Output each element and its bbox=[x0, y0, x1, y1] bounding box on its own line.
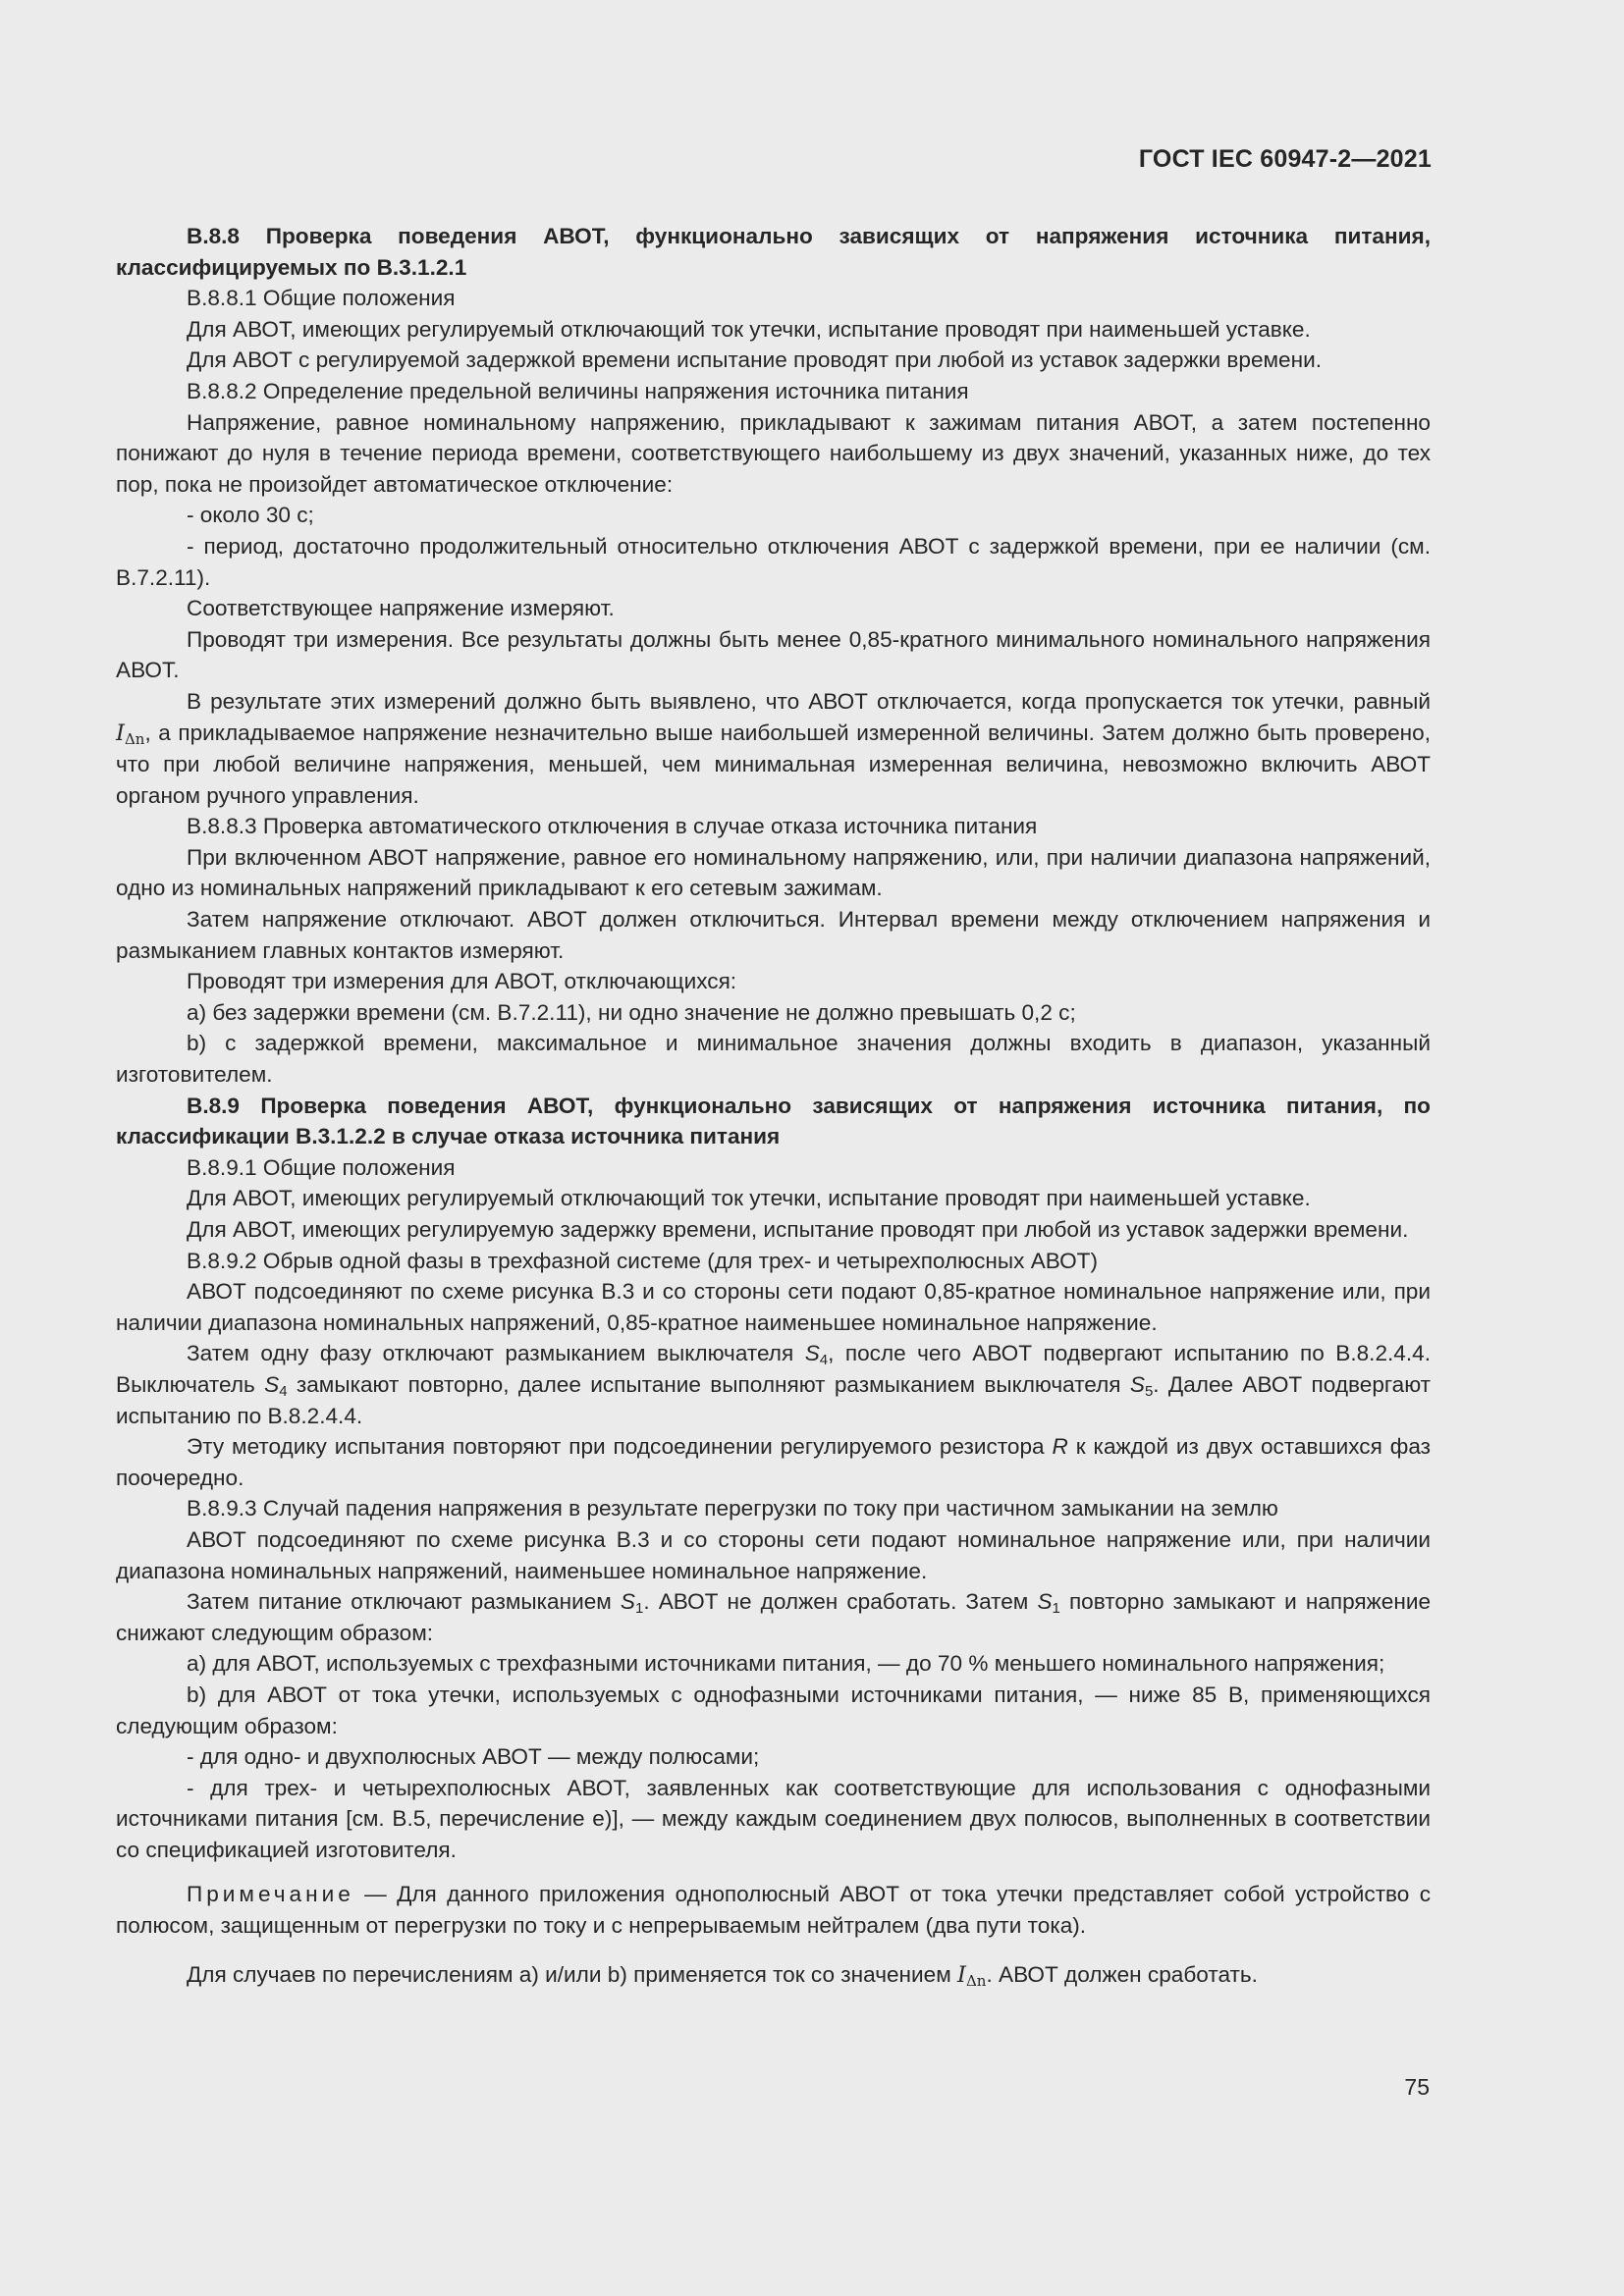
list-item: b) с задержкой времени, максимальное и минимальное значения должны входить в диапазон, указанный изготовителем. bbox=[116, 1031, 1431, 1088]
symbol-letter: S bbox=[1129, 1371, 1145, 1397]
subsection-heading: В.8.9.1 Общие положения bbox=[187, 1154, 456, 1180]
paragraph: Напряжение, равное номинальному напряжению, прикладывают к зажимам питания АВОТ, а затем постепенно понижают до нуля в течение периода времени, соответствующего наибольшему из двух значений, указанных ниже, до тех пор, пока не произойдет автоматическое отключение: bbox=[116, 409, 1431, 497]
text-run: замыкают повторно, далее испытание выполняют размыканием выключателя bbox=[287, 1371, 1130, 1397]
subsection-heading: В.8.9.3 Случай падения напряжения в результате перегрузки по току при частичном замыкании на землю bbox=[187, 1496, 1278, 1522]
paragraph: АВОТ подсоединяют по схеме рисунка В.3 и со стороны сети подают номинальное напряжение или, при наличии диапазона номинальных напряжений, наименьшее номинальное напряжение. bbox=[116, 1526, 1431, 1583]
main-text bbox=[116, 221, 1431, 1991]
symbol-letter: S bbox=[620, 1589, 635, 1615]
section-heading-b89: В.8.9 Проверка поведения АВОТ, функционально зависящих от напряжения источника питания, по классификации В.3.1.2.2 в случае отказа источника питания bbox=[116, 1093, 1431, 1149]
symbol-s1 bbox=[1037, 1589, 1060, 1618]
text-run: Затем одну фазу отключают размыканием выключателя bbox=[187, 1341, 805, 1366]
list-item: - около 30 с; bbox=[187, 503, 314, 528]
paragraph: Проводят три измерения для АВОТ, отключающихся: bbox=[187, 969, 737, 994]
subsection-heading: В.8.8.3 Проверка автоматического отключения в случае отказа источника питания bbox=[187, 814, 1038, 839]
note-label: Примечание bbox=[187, 1882, 354, 1907]
symbol-s5 bbox=[1129, 1371, 1154, 1400]
text-run: Эту методику испытания повторяют при подсоединении регулируемого резистора bbox=[187, 1434, 1053, 1460]
symbol-subscript: 1 bbox=[1052, 1600, 1060, 1618]
symbol-letter: I bbox=[957, 1961, 966, 1988]
list-item: - для одно- и двухполюсных АВОТ — между полюсами; bbox=[187, 1744, 760, 1770]
standard-header: ГОСТ IEC 60947-2—2021 bbox=[1138, 145, 1432, 173]
text-run: повторно замыкают и напряжение снижают следующим образом: bbox=[116, 1589, 1432, 1645]
paragraph bbox=[116, 1586, 1431, 1648]
symbol-i bbox=[957, 1962, 986, 1988]
subsection-heading: В.8.9.2 Обрыв одной фазы в трехфазной системе (для трех- и четырехполюсных АВОТ) bbox=[187, 1248, 1098, 1273]
text-run: , а прикладываемое напряжение незначительно выше наибольшей измеренной величины. Затем должно быть проверено, что при любой величине напряжения, меньшей, чем минимальная измеренная величина, невозможно включить АВОТ органом ручного управления. bbox=[116, 720, 1431, 808]
list-item: a) для АВОТ, используемых с трехфазными источниками питания, — до 70 % меньшего номинального напряжения; bbox=[187, 1651, 1385, 1677]
text-run: , после чего АВОТ подвергают испытанию по В.8.2.4.4. Выключатель bbox=[116, 1341, 1431, 1397]
text-run: к каждой из двух оставшихся фаз поочередно. bbox=[116, 1434, 1431, 1490]
symbol-letter: S bbox=[804, 1341, 820, 1366]
text-run: В результате этих измерений должно быть выявлено, что АВОТ отключается, когда пропускается ток утечки, равный bbox=[187, 688, 1431, 714]
list-item: - период, достаточно продолжительный относительно отключения АВОТ с задержкой времени, при ее наличии (см. В.7.2.11). bbox=[116, 533, 1431, 590]
paragraph bbox=[116, 1431, 1431, 1493]
paragraph: Соответствующее напряжение измеряют. bbox=[187, 596, 615, 621]
text-run: . АВОТ не должен сработать. Затем bbox=[643, 1589, 1038, 1615]
text-run: . АВОТ должен сработать. bbox=[986, 1961, 1258, 1987]
paragraph: Для АВОТ, имеющих регулируемую задержку времени, испытание проводят при любой из уставок задержки времени. bbox=[187, 1217, 1409, 1242]
symbol-subscript: 1 bbox=[634, 1600, 644, 1618]
symbol-subscript: Δn bbox=[965, 1971, 987, 1990]
note-text: — Для данного приложения однополюсный АВОТ от тока утечки представляет собой устройство с полюсом, защищенным от перегрузки по току и с непрерываемым нейтралем (два пути тока). bbox=[116, 1882, 1431, 1939]
subsection-heading: В.8.8.1 Общие положения bbox=[187, 286, 456, 311]
paragraph: При включенном АВОТ напряжение, равное его номинальному напряжению, или, при наличии диапазона напряжений, одно из номинальных напряжений прикладывают к его сетевым зажимам. bbox=[116, 844, 1431, 901]
paragraph: Для АВОТ, имеющих регулируемый отключающий ток утечки, испытание проводят при наименьшей уставке. bbox=[187, 1186, 1311, 1211]
paragraph: Проводят три измерения. Все результаты должны быть менее 0,85-кратного минимального номинального напряжения АВОТ. bbox=[116, 626, 1431, 683]
paragraph: Затем напряжение отключают. АВОТ должен отключиться. Интервал времени между отключением напряжения и размыканием главных контактов измеряют. bbox=[116, 907, 1431, 963]
list-item: - для трех- и четырехполюсных АВОТ, заявленных как соответствующие для использования с однофазными источниками питания [см. В.5, перечисление e)], — между каждым соединением двух полюсов, выполненных в соответствии со спецификацией изготовителя. bbox=[116, 1775, 1431, 1862]
symbol-s4 bbox=[264, 1371, 288, 1400]
section-heading-b88: В.8.8 Проверка поведения АВОТ, функционально зависящих от напряжения источника питания, классифицируемых по В.3.1.2.1 bbox=[116, 224, 1431, 280]
text-run: . Далее АВОТ подвергают испытанию по В.8.2.4.4. bbox=[116, 1371, 1431, 1428]
paragraph bbox=[116, 1338, 1431, 1431]
symbol-r: R bbox=[1052, 1434, 1068, 1460]
paragraph: Для АВОТ, имеющих регулируемый отключающий ток утечки, испытание проводят при наименьшей уставке. bbox=[187, 316, 1311, 342]
symbol-subscript: 4 bbox=[819, 1352, 829, 1369]
symbol-letter: S bbox=[264, 1371, 280, 1397]
text-run: Затем питание отключают размыканием bbox=[187, 1589, 621, 1615]
list-item: b) для АВОТ от тока утечки, используемых с однофазными источниками питания, — ниже 85 В, применяющихся следующим образом: bbox=[116, 1682, 1431, 1738]
list-item: a) без задержки времени (см. В.7.2.11), ни одно значение не должно превышать 0,2 с; bbox=[187, 999, 1076, 1025]
symbol-i bbox=[116, 721, 144, 746]
symbol-letter: I bbox=[116, 720, 125, 746]
symbol-subscript: Δn bbox=[124, 729, 145, 748]
note bbox=[116, 1879, 1431, 1941]
symbol-letter: S bbox=[1037, 1589, 1053, 1615]
subsection-heading: В.8.8.2 Определение предельной величины напряжения источника питания bbox=[187, 378, 969, 403]
paragraph: Для АВОТ с регулируемой задержкой времени испытание проводят при любой из уставок задержки времени. bbox=[187, 347, 1322, 373]
paragraph: АВОТ подсоединяют по схеме рисунка В.3 и со стороны сети подают 0,85-кратное номинальное напряжение или, при наличии диапазона номинальных напряжений, 0,85-кратное наименьшее номинальное напряжение. bbox=[116, 1279, 1431, 1335]
paragraph bbox=[116, 1959, 1431, 1992]
symbol-subscript: 4 bbox=[279, 1382, 288, 1400]
page-number: 75 bbox=[1404, 2074, 1430, 2100]
symbol-s1 bbox=[620, 1589, 644, 1618]
paragraph bbox=[116, 686, 1431, 811]
text-run: Для случаев по перечислениям a) и/или b) применяется ток со значением bbox=[187, 1961, 958, 1987]
symbol-subscript: 5 bbox=[1144, 1382, 1154, 1400]
symbol-s4 bbox=[804, 1341, 829, 1369]
